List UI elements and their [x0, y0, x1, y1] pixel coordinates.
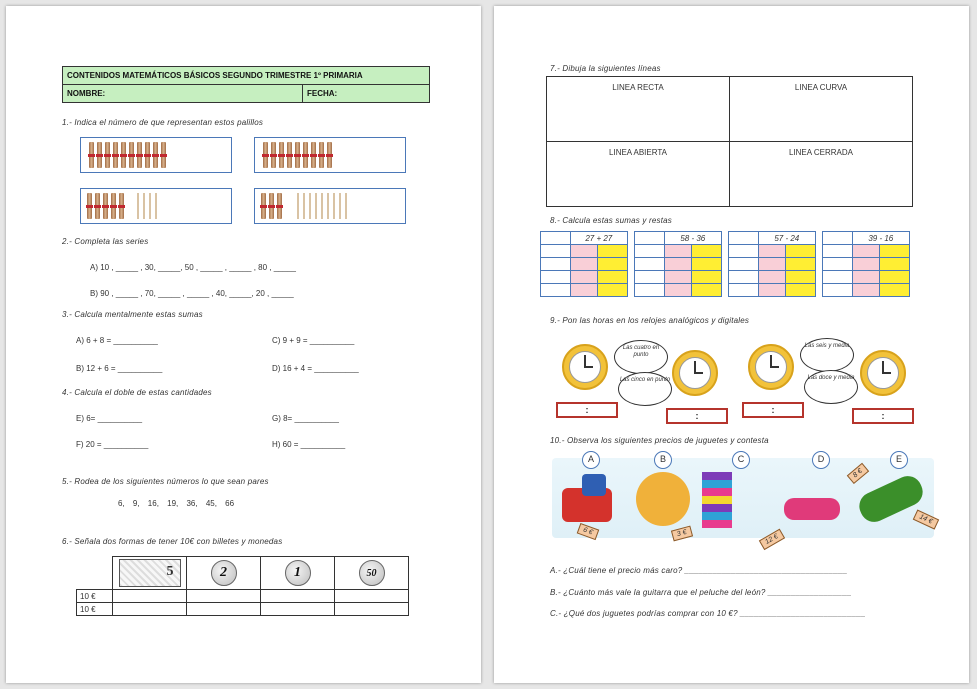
price-tag-c: 12 €	[759, 529, 785, 550]
op-grid-4[interactable]	[822, 231, 910, 297]
op-label: 57 - 24	[758, 232, 815, 245]
toy-letter-b: B	[654, 451, 672, 469]
fifty-cent-coin-icon: 50	[359, 560, 385, 586]
question-9: 9.- Pon las horas en los relojes analógicos y digitales	[550, 316, 750, 325]
sum-a: A) 6 + 8 = __________	[76, 336, 158, 345]
money-cell[interactable]	[113, 603, 187, 616]
sum-d: D) 16 + 4 = __________	[272, 364, 359, 373]
money-cell[interactable]	[335, 590, 409, 603]
money-table	[76, 556, 409, 616]
serie-a: A) 10 , _____ , 30, _____, 50 , _____ , _____ , 80 , _____	[90, 263, 296, 272]
money-cell[interactable]	[261, 590, 335, 603]
speech-bubble-4: Las doce y media	[804, 370, 858, 404]
op-label: 39 - 16	[852, 232, 909, 245]
doble-g: G) 8= __________	[272, 414, 339, 423]
op-grid-2[interactable]	[634, 231, 722, 297]
doble-f: F) 20 = __________	[76, 440, 149, 449]
lines-table	[546, 76, 913, 207]
money-cell[interactable]	[187, 603, 261, 616]
linea-curva-cell[interactable]: LINEA CURVA	[730, 77, 913, 142]
toy-letter-c: C	[732, 451, 750, 469]
price-tag-a: 6 €	[577, 523, 599, 540]
money-cell[interactable]	[261, 603, 335, 616]
sum-c: C) 9 + 9 = __________	[272, 336, 355, 345]
price-tag-b: 3 €	[671, 526, 693, 542]
price-tag-e: 14 €	[913, 510, 939, 530]
palillos-box-4[interactable]	[254, 188, 406, 224]
op-grid-3[interactable]	[728, 231, 816, 297]
row-label-2: 10 €	[77, 603, 113, 616]
price-tag-d: 8 €	[847, 463, 869, 484]
worksheet-page-2	[494, 6, 969, 683]
clock-icon	[748, 344, 794, 390]
toys-illustration	[552, 458, 934, 538]
op-label: 58 - 36	[664, 232, 721, 245]
linea-recta-cell[interactable]: LINEA RECTA	[547, 77, 730, 142]
money-cell[interactable]	[335, 603, 409, 616]
header-title: CONTENIDOS MATEMÁTICOS BÁSICOS SEGUNDO TRIMESTRE 1º PRIMARIA	[63, 67, 430, 85]
question-3: 3.- Calcula mentalmente estas sumas	[62, 310, 203, 319]
worksheet-page-1	[6, 6, 481, 683]
linea-cerrada-cell[interactable]: LINEA CERRADA	[730, 142, 913, 207]
digital-clock-4[interactable]: :	[852, 408, 914, 424]
one-euro-coin-icon: 1	[285, 560, 311, 586]
toy-letter-d: D	[812, 451, 830, 469]
blocks-tower-icon	[702, 472, 732, 528]
toy-letter-e: E	[890, 451, 908, 469]
question-7: 7.- Dibuja la siguientes líneas	[550, 64, 661, 73]
money-cell[interactable]	[113, 590, 187, 603]
fecha-field[interactable]: FECHA:	[303, 85, 430, 103]
speech-bubble-2: Las cinco en punto	[618, 372, 672, 406]
op-label: 27 + 27	[570, 232, 627, 245]
clock-icon	[672, 350, 718, 396]
race-car-icon	[784, 498, 840, 520]
op-grid-1[interactable]	[540, 231, 628, 297]
question-8: 8.- Calcula estas sumas y restas	[550, 216, 672, 225]
five-euro-bill-icon: 5	[119, 559, 181, 587]
question-1: 1.- Indica el número de que representan estos palillos	[62, 118, 264, 127]
serie-b: B) 90 , _____ , 70, _____ , _____ , 40, _____, 20 , _____	[90, 289, 294, 298]
digital-clock-1[interactable]: :	[556, 402, 618, 418]
question-10-c: C.- ¿Qué dos juguetes podrías comprar con 10 €? ___________________________	[550, 609, 866, 618]
question-2: 2.- Completa las series	[62, 237, 149, 246]
row-label-1: 10 €	[77, 590, 113, 603]
palillos-box-1[interactable]	[80, 137, 232, 173]
palillos-box-3[interactable]	[80, 188, 232, 224]
nombre-field[interactable]: NOMBRE:	[63, 85, 303, 103]
linea-abierta-cell[interactable]: LINEA ABIERTA	[547, 142, 730, 207]
question-5: 5.- Rodea de los siguientes números lo que sean pares	[62, 477, 269, 486]
clock-icon	[562, 344, 608, 390]
doble-h: H) 60 = __________	[272, 440, 346, 449]
digital-clock-2[interactable]: :	[666, 408, 728, 424]
question-10: 10.- Observa los siguientes precios de juguetes y contesta	[550, 436, 769, 445]
question-6: 6.- Señala dos formas de tener 10€ con billetes y monedas	[62, 537, 283, 546]
doble-e: E) 6= __________	[76, 414, 143, 423]
money-cell[interactable]	[187, 590, 261, 603]
palillos-box-2[interactable]	[254, 137, 406, 173]
clock-icon	[860, 350, 906, 396]
question-4: 4.- Calcula el doble de estas cantidades	[62, 388, 212, 397]
question-10-b: B.- ¿Cuánto más vale la guitarra que el peluche del león? __________________	[550, 588, 852, 597]
question-10-a: A.- ¿Cuál tiene el precio más caro? ___________________________________	[550, 566, 848, 575]
speech-bubble-1: Las cuatro en punto	[614, 340, 668, 374]
digital-clock-3[interactable]: :	[742, 402, 804, 418]
speech-bubble-3: Las seis y media	[800, 338, 854, 372]
two-euro-coin-icon: 2	[211, 560, 237, 586]
header-table	[62, 66, 430, 103]
lion-plush-icon	[636, 472, 690, 526]
sum-b: B) 12 + 6 = __________	[76, 364, 163, 373]
toy-letter-a: A	[582, 451, 600, 469]
pares-numbers[interactable]: 6, 9, 16, 19, 36, 45, 66	[118, 499, 235, 508]
